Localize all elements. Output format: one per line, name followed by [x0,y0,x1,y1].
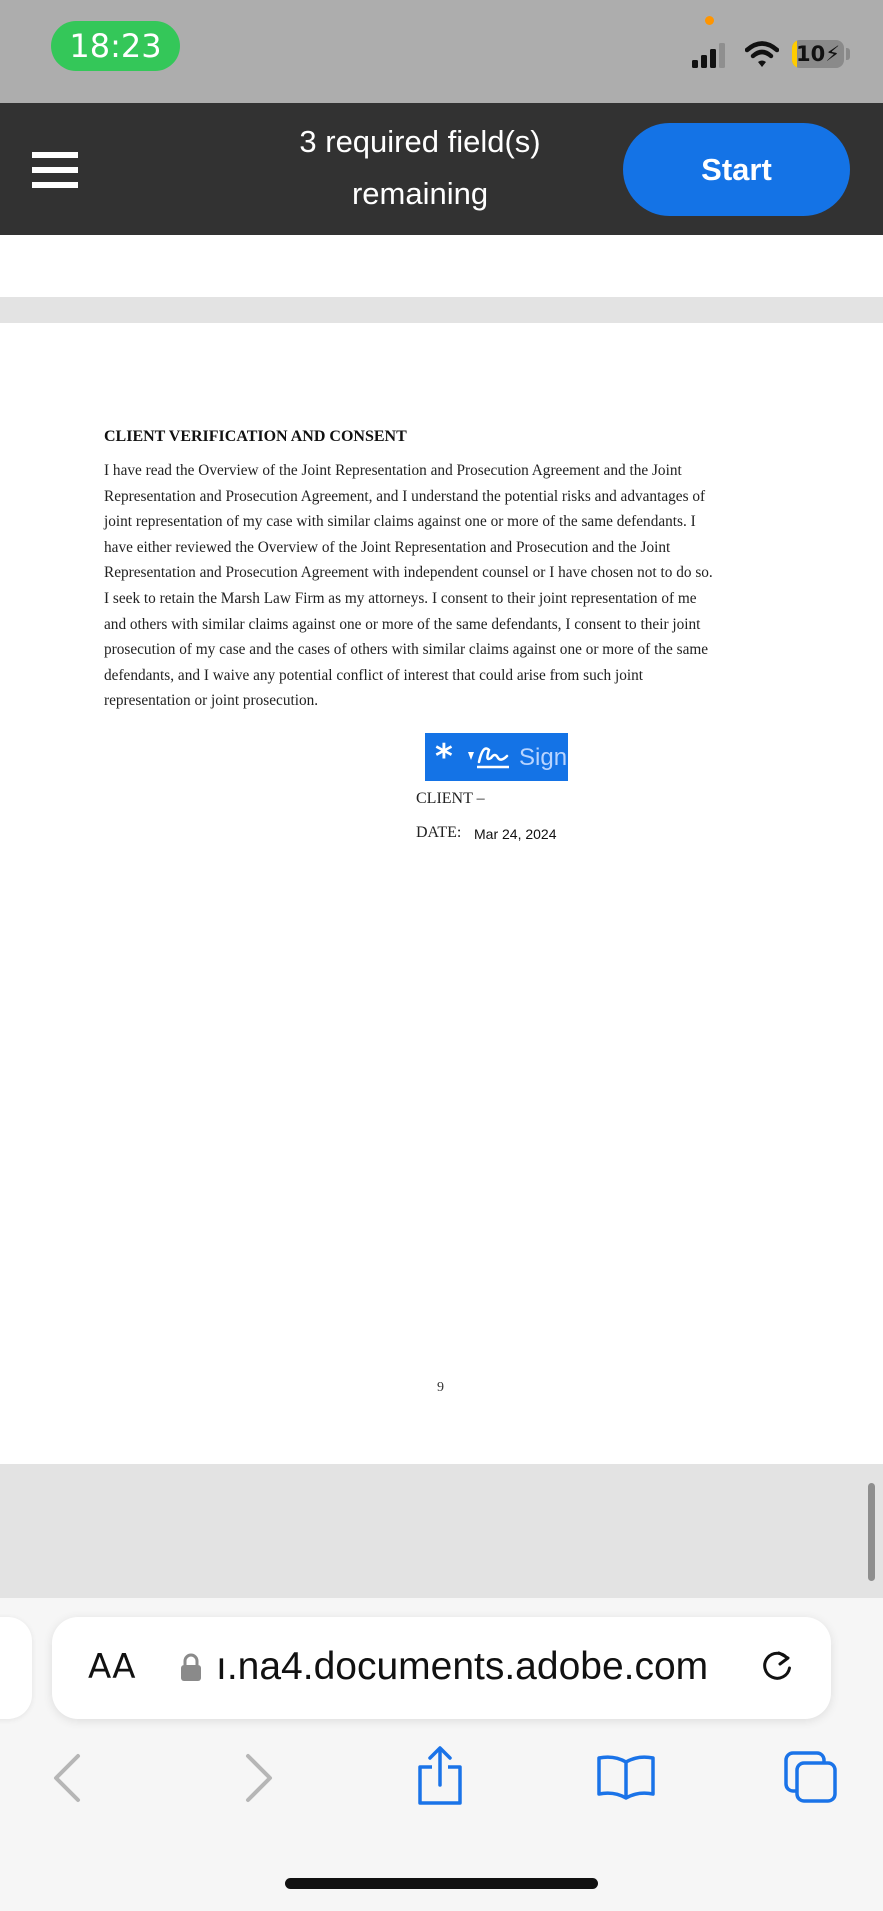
back-chevron-icon[interactable] [50,1752,84,1804]
page-number: 9 [437,1380,444,1395]
wifi-icon [745,40,779,68]
reload-icon[interactable] [758,1648,796,1686]
document-body [104,458,784,714]
status-time: 18:23 [51,21,180,71]
body-line: Representation and Prosecution Agreement with independent counsel or I have chosen not to do so. [104,564,713,582]
share-icon[interactable] [415,1745,465,1807]
body-line: joint representation of my case with similar claims against one or more of the same defendants. I [104,513,696,531]
body-line: Representation and Prosecution Agreement, and I understand the potential risks and advantages of [104,487,706,505]
privacy-indicator-dot [705,16,714,25]
tabs-icon[interactable] [783,1750,839,1804]
body-line: and others with similar claims against one or more of the same defendants, I consent to their joint [104,615,701,633]
body-line: representation or joint prosecution. [104,692,319,710]
start-button[interactable]: Start [623,123,850,216]
previous-tab-preview[interactable] [0,1617,32,1719]
battery-percent: 10⚡ [796,42,840,66]
forward-chevron-icon[interactable] [242,1752,276,1804]
url-text[interactable]: ı.na4.documents.adobe.com [216,1645,709,1688]
required-fields-line1: 3 required field(s) [299,124,541,159]
body-line: I have read the Overview of the Joint Representation and Prosecution Agreement and the Joint [104,462,682,479]
page-separator [0,297,883,323]
body-line: I seek to retain the Marsh Law Firm as my attorneys. I consent to their joint representation of me [104,589,697,607]
battery-icon [792,40,844,68]
hamburger-menu-icon[interactable] [32,152,78,188]
body-line: have either reviewed the Overview of the Joint Representation and Prosecution and the Joint [104,538,671,556]
date-value: Mar 24, 2024 [474,826,557,842]
body-line: prosecution of my case and the cases of others with similar claims against one or more of the same [104,641,709,659]
lock-icon [180,1652,202,1682]
sign-label: Sign [519,744,568,771]
bookmarks-icon[interactable] [596,1754,656,1800]
cellular-signal-icon [692,42,732,68]
document-heading: CLIENT VERIFICATION AND CONSENT [104,428,407,445]
client-label: CLIENT – [416,790,485,807]
viewer-background [0,1464,883,1598]
scrollbar-thumb[interactable] [868,1483,875,1581]
date-label: DATE: [416,824,462,841]
required-asterisk-icon: * [435,737,453,777]
body-line: defendants, and I waive any potential conflict of interest that could arise from such joint [104,666,644,684]
signature-field[interactable] [425,733,568,781]
previous-page-bottom [0,235,883,297]
signature-pen-icon [465,742,513,772]
reader-settings-button[interactable]: AA [88,1647,136,1687]
required-fields-line2: remaining [351,176,489,211]
battery-cap [846,48,850,60]
home-indicator[interactable] [285,1878,598,1889]
required-fields-status [270,116,570,220]
